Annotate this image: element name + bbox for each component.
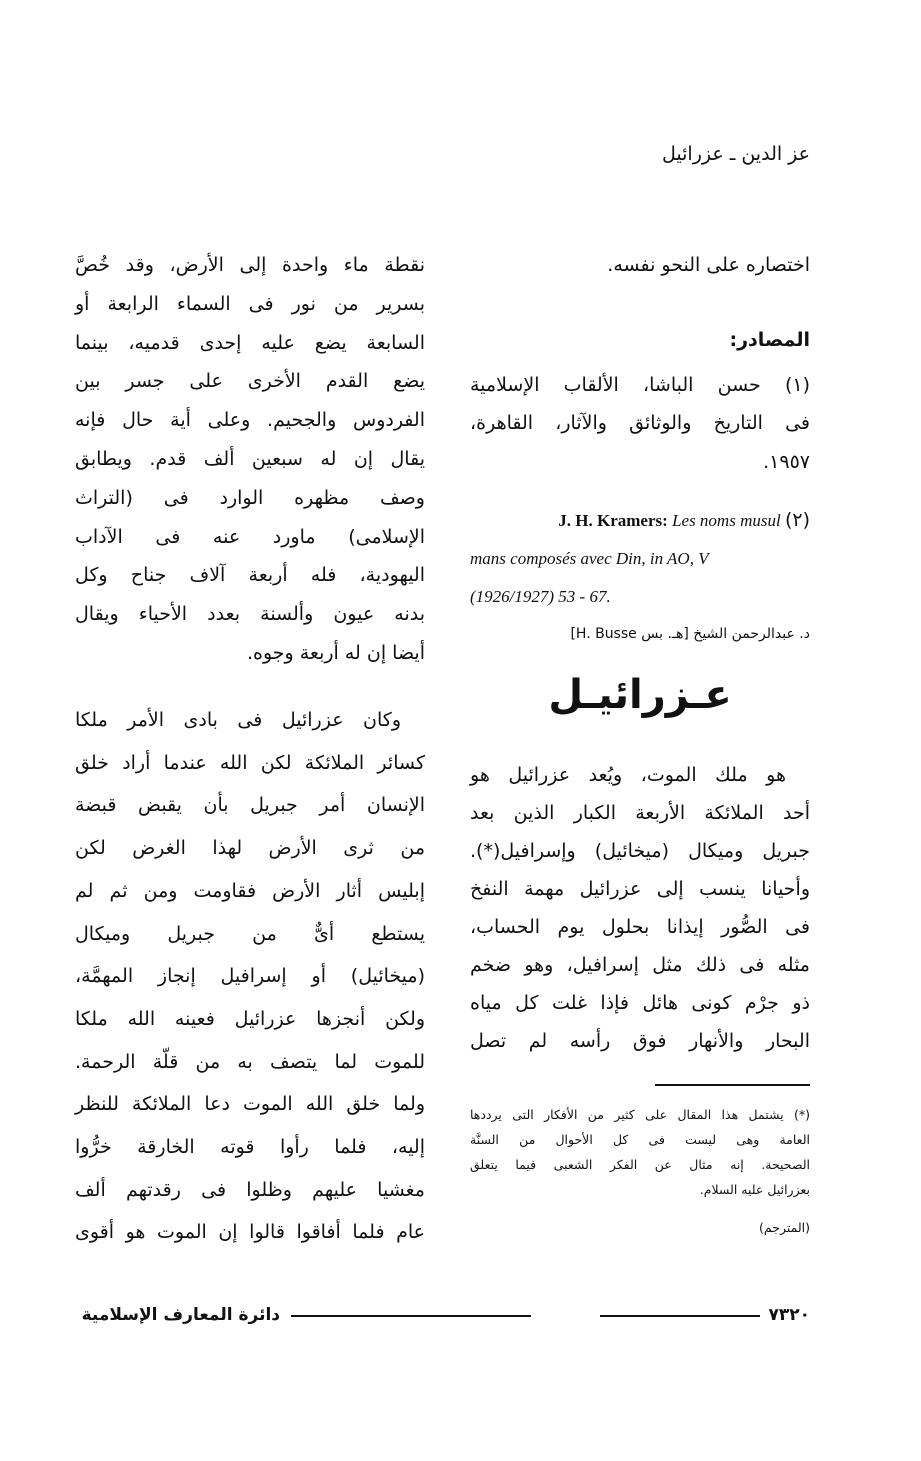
body-line: هو ملك الموت، ويُعد عزرائيل هو — [470, 764, 786, 786]
body-line: يضع القدم الأخرى على جسر بين — [75, 370, 425, 393]
footnote-line: بعزرائيل عليه السلام. — [699, 1182, 810, 1197]
body-line: فى الصُّور إيذانا بحلول يوم الحساب، — [470, 916, 810, 938]
body-line: الإسلامى) ماورد عنه فى الآداب — [75, 525, 425, 548]
body-line: أحد الملائكة الأربعة الكبار الذين بعد — [470, 802, 810, 824]
body-line: جبريل وميكال (ميخائيل) وإسرافيل(*). — [470, 840, 810, 862]
author-credit: د. عبدالرحمن الشيخ [هـ. بس H. Busse] — [570, 626, 810, 642]
body-line: نقطة ماء واحدة إلى الأرض، وقد خُصَّ — [75, 254, 425, 276]
body-line: وصف مظهره الوارد فى (التراث — [75, 486, 425, 509]
body-line: وأحيانا ينسب إلى عزرائيل مهمة النفخ — [470, 878, 810, 900]
body-line: وكان عزرائيل فى بادى الأمر ملكا — [75, 709, 401, 731]
body-line: (ميخائيل) أو إسرافيل إنجاز المهمَّة، — [75, 965, 425, 988]
source2-line3: (1926/1927) 53 - 67. — [470, 587, 611, 606]
body-line: اليهودية، فله أربعة آلاف جناح وكل — [75, 564, 425, 587]
footnote-line: الصحيحة. إنه مثال عن الفكر الشعبى فيما يتعلق — [470, 1157, 810, 1172]
footnote-divider — [655, 1084, 810, 1086]
article-title: عـزرائيـل — [548, 672, 732, 718]
body-line: يقال إن له سبعين ألف قدم. ويطابق — [75, 448, 425, 470]
source2-line1 — [470, 508, 810, 533]
body-line: للموت لما يتصف به من قلّة الرحمة. — [75, 1050, 425, 1073]
source2-line2: mans composés avec Din, in AO, V — [470, 549, 709, 568]
body-line: ذو جرْم كونى هائل فإذا غلت كل مياه — [470, 992, 810, 1014]
body-line: عام فلما أفاقوا قالوا إن الموت هو أقوى — [75, 1221, 425, 1244]
source-line: فى التاريخ والوثائق والآثار، القاهرة، — [470, 412, 810, 434]
intro-line: اختصاره على النحو نفسه. — [607, 254, 810, 276]
body-line: كسائر الملائكة لكن الله عندما أراد خلق — [75, 751, 425, 774]
body-line: مغشيا عليهم وظلوا فى رقدتهم ألف — [75, 1178, 425, 1201]
page-number: ٧٣٢٠ — [768, 1305, 810, 1325]
body-line: ولما خلق الله الموت دعا الملائكة للنظر — [75, 1093, 425, 1116]
source-line: (١) حسن الباشا، الألقاب الإسلامية — [470, 374, 810, 396]
body-line: من ثرى الأرض لهذا الغرض لكن — [75, 837, 425, 860]
footer-rule — [600, 1315, 760, 1317]
body-line: الفردوس والجحيم. وعلى أية حال فإنه — [75, 409, 425, 432]
body-line: بدنه عيون وألسنة بعدد الأحياء ويقال — [75, 603, 425, 626]
footnote-line: العامة وهى ليست فى كل الأحوال من السنَّة — [470, 1132, 810, 1147]
source2-title: Les noms musul — [672, 511, 781, 530]
footnote-line: (*) يشتمل هذا المقال على كثير من الأفكار التى يرددها — [470, 1107, 810, 1122]
body-line: السابعة يضع عليه إحدى قدميه، بينما — [75, 331, 425, 354]
body-line: بسرير من نور فى السماء الرابعة أو — [75, 292, 425, 315]
body-line: يستطع أىٌّ من جبريل وميكال — [75, 922, 425, 945]
source2-author: J. H. Kramers: — [558, 511, 668, 530]
footnote-signature: (المترجم) — [759, 1220, 810, 1235]
body-line: البحار والأنهار فوق رأسه لم تصل — [470, 1030, 810, 1052]
body-line: ولكن أنجزها عزرائيل فعينه الله ملكا — [75, 1007, 425, 1030]
body-line: إليه، فلما رأوا قوته الخارقة خرُّوا — [75, 1136, 425, 1158]
running-header: عز الدين ـ عزرائيل — [662, 143, 810, 165]
body-line: مثله فى ذلك مثل إسرافيل، وهو ضخم — [470, 954, 810, 976]
source-line: ١٩٥٧. — [763, 451, 810, 473]
sources-heading: المصادر: — [729, 329, 810, 351]
body-line: الإنسان أمر جبريل بأن يقبض قبضة — [75, 794, 425, 817]
footer-rule — [291, 1315, 531, 1317]
body-line: إبليس أثار الأرض فقاومت ومن ثم لم — [75, 879, 425, 902]
publication-name: دائرة المعارف الإسلامية — [81, 1305, 280, 1325]
body-line: أيضا إن له أربعة وجوه. — [246, 642, 425, 664]
source2-number: (٢) — [784, 509, 810, 531]
